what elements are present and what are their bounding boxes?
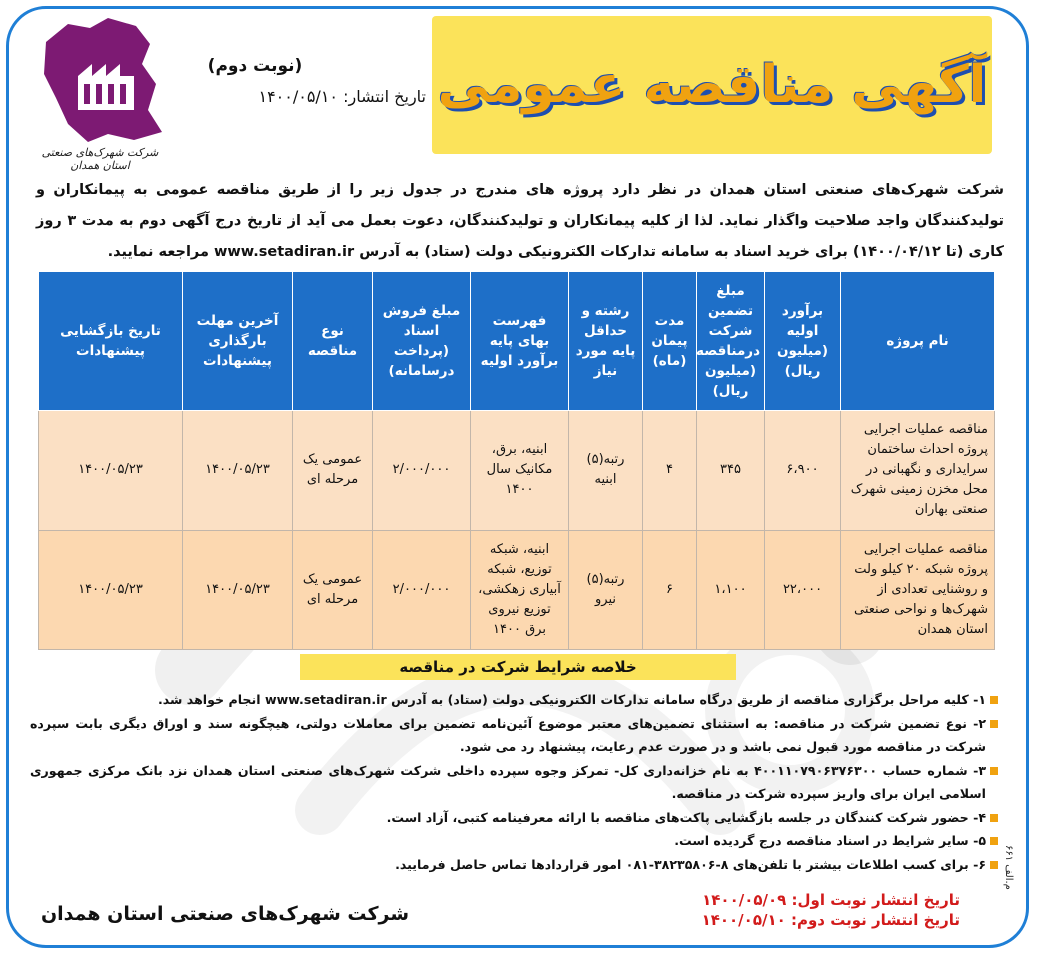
cell-estimate: ۲۲،۰۰۰	[765, 530, 841, 650]
table-row	[39, 530, 995, 650]
cell-duration: ۴	[643, 411, 697, 531]
cell-price-list: ابنیه، برق، مکانیک سال ۱۴۰۰	[471, 411, 569, 531]
col-header: تاریخ بازگشایی پیشنهادات	[39, 272, 183, 411]
cell-guarantee: ۳۴۵	[697, 411, 765, 531]
summary-title: خلاصه شرایط شرکت در مناقصه	[399, 658, 637, 676]
intro-paragraph: شرکت شهرک‌های صنعتی استان همدان در نظر دارد پروژه های مندرج در جدول زیر را از طریق مناقصه عمومی به پیمانکاران و تولیدکنندگان واجد صلاحیت واگذار نماید. لذا از کلیه پیمانکاران و تولیدکنندگان، دعوت بعمل می آید از تاریخ درج آگهی دوم به مدت ۳ روز کاری (تا ۱۴۰۰/۰۴/۱۲) برای خرید اسناد به سامانه تدارکات الکترونیکی دولت (ستاد) به آدرس www.setadiran.ir مراجعه نمایید.	[36, 182, 1004, 260]
cell-tender-type: عمومی یک مرحله ای	[293, 411, 373, 531]
term-item: ۴- حضور شرکت کنندگان در جلسه بازگشایی پاکت‌های مناقصه با ارائه معرفینامه کتبی، آزاد است.	[30, 806, 998, 830]
reference-code: م.الف ۶۶۱	[1003, 845, 1014, 890]
cell-grade: رتبه(۵) نیرو	[569, 530, 643, 650]
footer-company-name: شرکت شهرک‌های صنعتی استان همدان	[40, 903, 410, 925]
cell-guarantee: ۱،۱۰۰	[697, 530, 765, 650]
col-header: نوع مناقصه	[293, 272, 373, 411]
cell-deadline: ۱۴۰۰/۰۵/۲۳	[183, 530, 293, 650]
cell-estimate: ۶،۹۰۰	[765, 411, 841, 531]
term-item: ۳- شماره حساب ۴۰۰۱۱۰۷۹۰۶۳۷۶۳۰۰ به نام خزانه‌داری کل- تمرکز وجوه سپرده داخلی شرکت شهرک‌های صنعتی استان همدان نزد بانک مرکزی جمهوری اسلامی ایران برای واریز سپرده شرکت در مناقصه.	[30, 759, 998, 806]
terms-list	[30, 688, 998, 876]
round-label: (نوبت دوم)	[207, 56, 303, 76]
logo-caption: شرکت شهرک‌های صنعتی استان همدان	[41, 146, 159, 172]
col-header: آخرین مهلت بارگذاری پیشنهادات	[183, 272, 293, 411]
table-row	[39, 411, 995, 531]
first-publish-date: تاریخ انتشار نوبت اول: ۱۴۰۰/۰۵/۰۹	[702, 891, 960, 909]
publish-date: تاریخ انتشار: ۱۴۰۰/۰۵/۱۰	[258, 87, 426, 106]
col-header: مدت پیمان (ماه)	[643, 272, 697, 411]
cell-doc-price: ۲/۰۰۰/۰۰۰	[373, 411, 471, 531]
cell-deadline: ۱۴۰۰/۰۵/۲۳	[183, 411, 293, 531]
col-header: مبلغ فروش اسناد (پرداخت درسامانه)	[373, 272, 471, 411]
page-title: آگهی مناقصه عمومی	[437, 55, 987, 115]
cell-opening: ۱۴۰۰/۰۵/۲۳	[39, 411, 183, 531]
second-publish-date: تاریخ انتشار نوبت دوم: ۱۴۰۰/۰۵/۱۰	[701, 911, 960, 929]
col-header: رشته و حداقل پایه مورد نیاز	[569, 272, 643, 411]
cell-project-name: مناقصه عملیات اجرایی پروژه شبکه ۲۰ کیلو ولت و روشنایی تعدادی از شهرک‌ها و نواحی صنعتی استان همدان	[841, 530, 995, 650]
title-banner	[432, 16, 992, 154]
cell-doc-price: ۲/۰۰۰/۰۰۰	[373, 530, 471, 650]
term-item: ۶- برای کسب اطلاعات بیشتر با تلفن‌های ۸-۳۸۲۳۵۸۰۶-۰۸۱ امور قراردادها تماس حاصل فرمایید.	[30, 853, 998, 877]
cell-duration: ۶	[643, 530, 697, 650]
cell-project-name: مناقصه عملیات اجرایی پروژه احداث ساختمان سرایداری و نگهبانی در محل مخزن زمینی شهرک صنعتی بهاران	[841, 411, 995, 531]
term-item: ۱- کلیه مراحل برگزاری مناقصه از طریق درگاه سامانه تدارکات الکترونیکی دولت (ستاد) به آدرس www.setadiran.ir انجام خواهد شد.	[30, 688, 998, 712]
col-header: نام پروژه	[841, 272, 995, 411]
projects-table	[38, 271, 995, 650]
cell-opening: ۱۴۰۰/۰۵/۲۳	[39, 530, 183, 650]
table-header-row	[39, 272, 995, 411]
summary-title-bar	[300, 654, 736, 680]
publish-dates	[680, 890, 960, 930]
col-header: برآورد اولیه (میلیون ریال)	[765, 272, 841, 411]
cell-price-list: ابنیه، شبکه توزیع، شبکه آبیاری زهکشی، توزیع نیروی برق ۱۴۰۰	[471, 530, 569, 650]
col-header: مبلغ تضمین شرکت درمناقصه (میلیون ریال)	[697, 272, 765, 411]
cell-tender-type: عمومی یک مرحله ای	[293, 530, 373, 650]
term-item: ۵- سایر شرایط در اسناد مناقصه درج گردیده است.	[30, 829, 998, 853]
col-header: فهرست بهای پایه برآورد اولیه	[471, 272, 569, 411]
cell-grade: رتبه(۵) ابنیه	[569, 411, 643, 531]
term-item: ۲- نوع تضمین شرکت در مناقصه: به استثنای تضمین‌های معتبر موضوع آئین‌نامه تضمین برای معاملات دولتی، هیچگونه سند و اوراق دیگری بابت سپرده شرکت در مناقصه مورد قبول نمی باشد و در صورت عدم رعایت، پیشنهاد رد می شود.	[30, 712, 998, 759]
